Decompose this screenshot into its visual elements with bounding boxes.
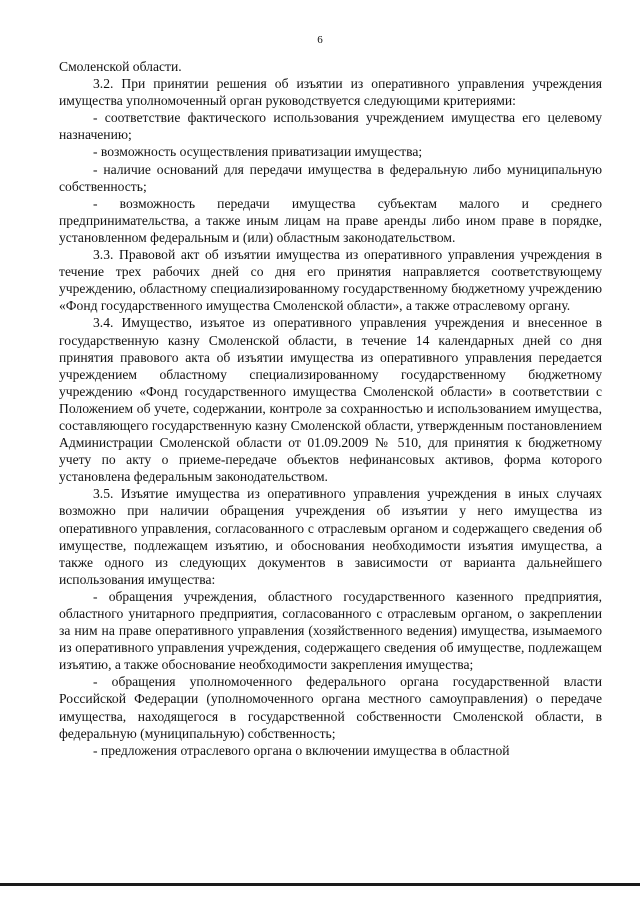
paragraph-continuation: Смоленской области. bbox=[59, 59, 182, 74]
paragraph-3-2: 3.2. При принятии решения об изъятии из оперативного управления учреждения имущества уполномоченный орган руководствуется следующими критериями: bbox=[59, 76, 602, 109]
document-item-institution-request: - обращения учреждения, областного государственного казенного предприятия, областного унитарного предприятия, согласованного с отраслевым органом, о закреплении за ним на праве оперативного управления (хозяйственного ведения) имущества, изымаемого из оперативного управления учреждения, содержащего сведения об имуществе, подлежащем изъятию, а также обоснование необходимости закрепления имущества; bbox=[59, 588, 602, 673]
document-item-federal-request: - обращения уполномоченного федерального органа государственной власти Российской Федерации (уполномоченного органа местного самоуправления) о передаче имущества, находящегося в государственной собственности Смоленской области, в федеральную (муниципальную) собственность; bbox=[59, 674, 602, 741]
criteria-item-target-use: - соответствие фактического использования учреждением имущества его целевому назначению; bbox=[59, 110, 602, 143]
criteria-item-federal-transfer: - наличие оснований для передачи имущества в федеральную либо муниципальную собственность; bbox=[59, 161, 602, 194]
document-item-sector-proposal: - предложения отраслевого органа о включении имущества в областной bbox=[93, 742, 510, 758]
paragraph-3-3: 3.3. Правовой акт об изъятии имущества из оперативного управления учреждения в течение трех рабочих дней со дня его принятия направляется соответствующему учреждению, областному специализированному государственному бюджетному учреждению «Фонд государственного имущества Смоленской области», а также отраслевому органу. bbox=[59, 247, 602, 314]
criteria-item-small-business: - возможность передачи имущества субъектам малого и среднего предпринимательства, а также иным лицам на праве аренды либо ином праве в порядке, установленном федеральным и (или) областным законодательством. bbox=[59, 195, 602, 245]
paragraph-3-4: 3.4. Имущество, изъятое из оперативного управления учреждения и внесенное в государственную казну Смоленской области, в течение 14 календарных дней со дня принятия правового акта об изъятии имущества из оперативного управления передается учреждением областному специализированному государственному бюджетному учреждению «Фонд государственного имущества Смоленской области» в соответствии с Положением об учете, содержании, контроле за сохранностью и использованием имущества, составляющего государственную казну Смоленской области, утвержденным постановлением Администрации Смоленской области от 01.09.2009 № 510, для принятия к бюджетному учету по акту о приеме-передаче объектов нефинансовых активов, форма которого установлена федеральным законодательством. bbox=[59, 315, 602, 485]
page-number: 6 bbox=[317, 34, 323, 46]
criteria-item-privatization: - возможность осуществления приватизации имущества; bbox=[93, 144, 423, 160]
paragraph-3-5: 3.5. Изъятие имущества из оперативного управления учреждения в иных случаях возможно при наличии обращения учреждения об изъятии у него имущества из оперативного управления, согласованного с отраслевым органом и содержащего сведения об имуществе, подлежащем изъятию, и обоснования необходимости изъятия имущества, а также одного из следующих документов в зависимости от варианта дальнейшего использования имущества: bbox=[59, 486, 602, 587]
bottom-rule bbox=[0, 883, 640, 886]
document-body bbox=[59, 58, 602, 759]
